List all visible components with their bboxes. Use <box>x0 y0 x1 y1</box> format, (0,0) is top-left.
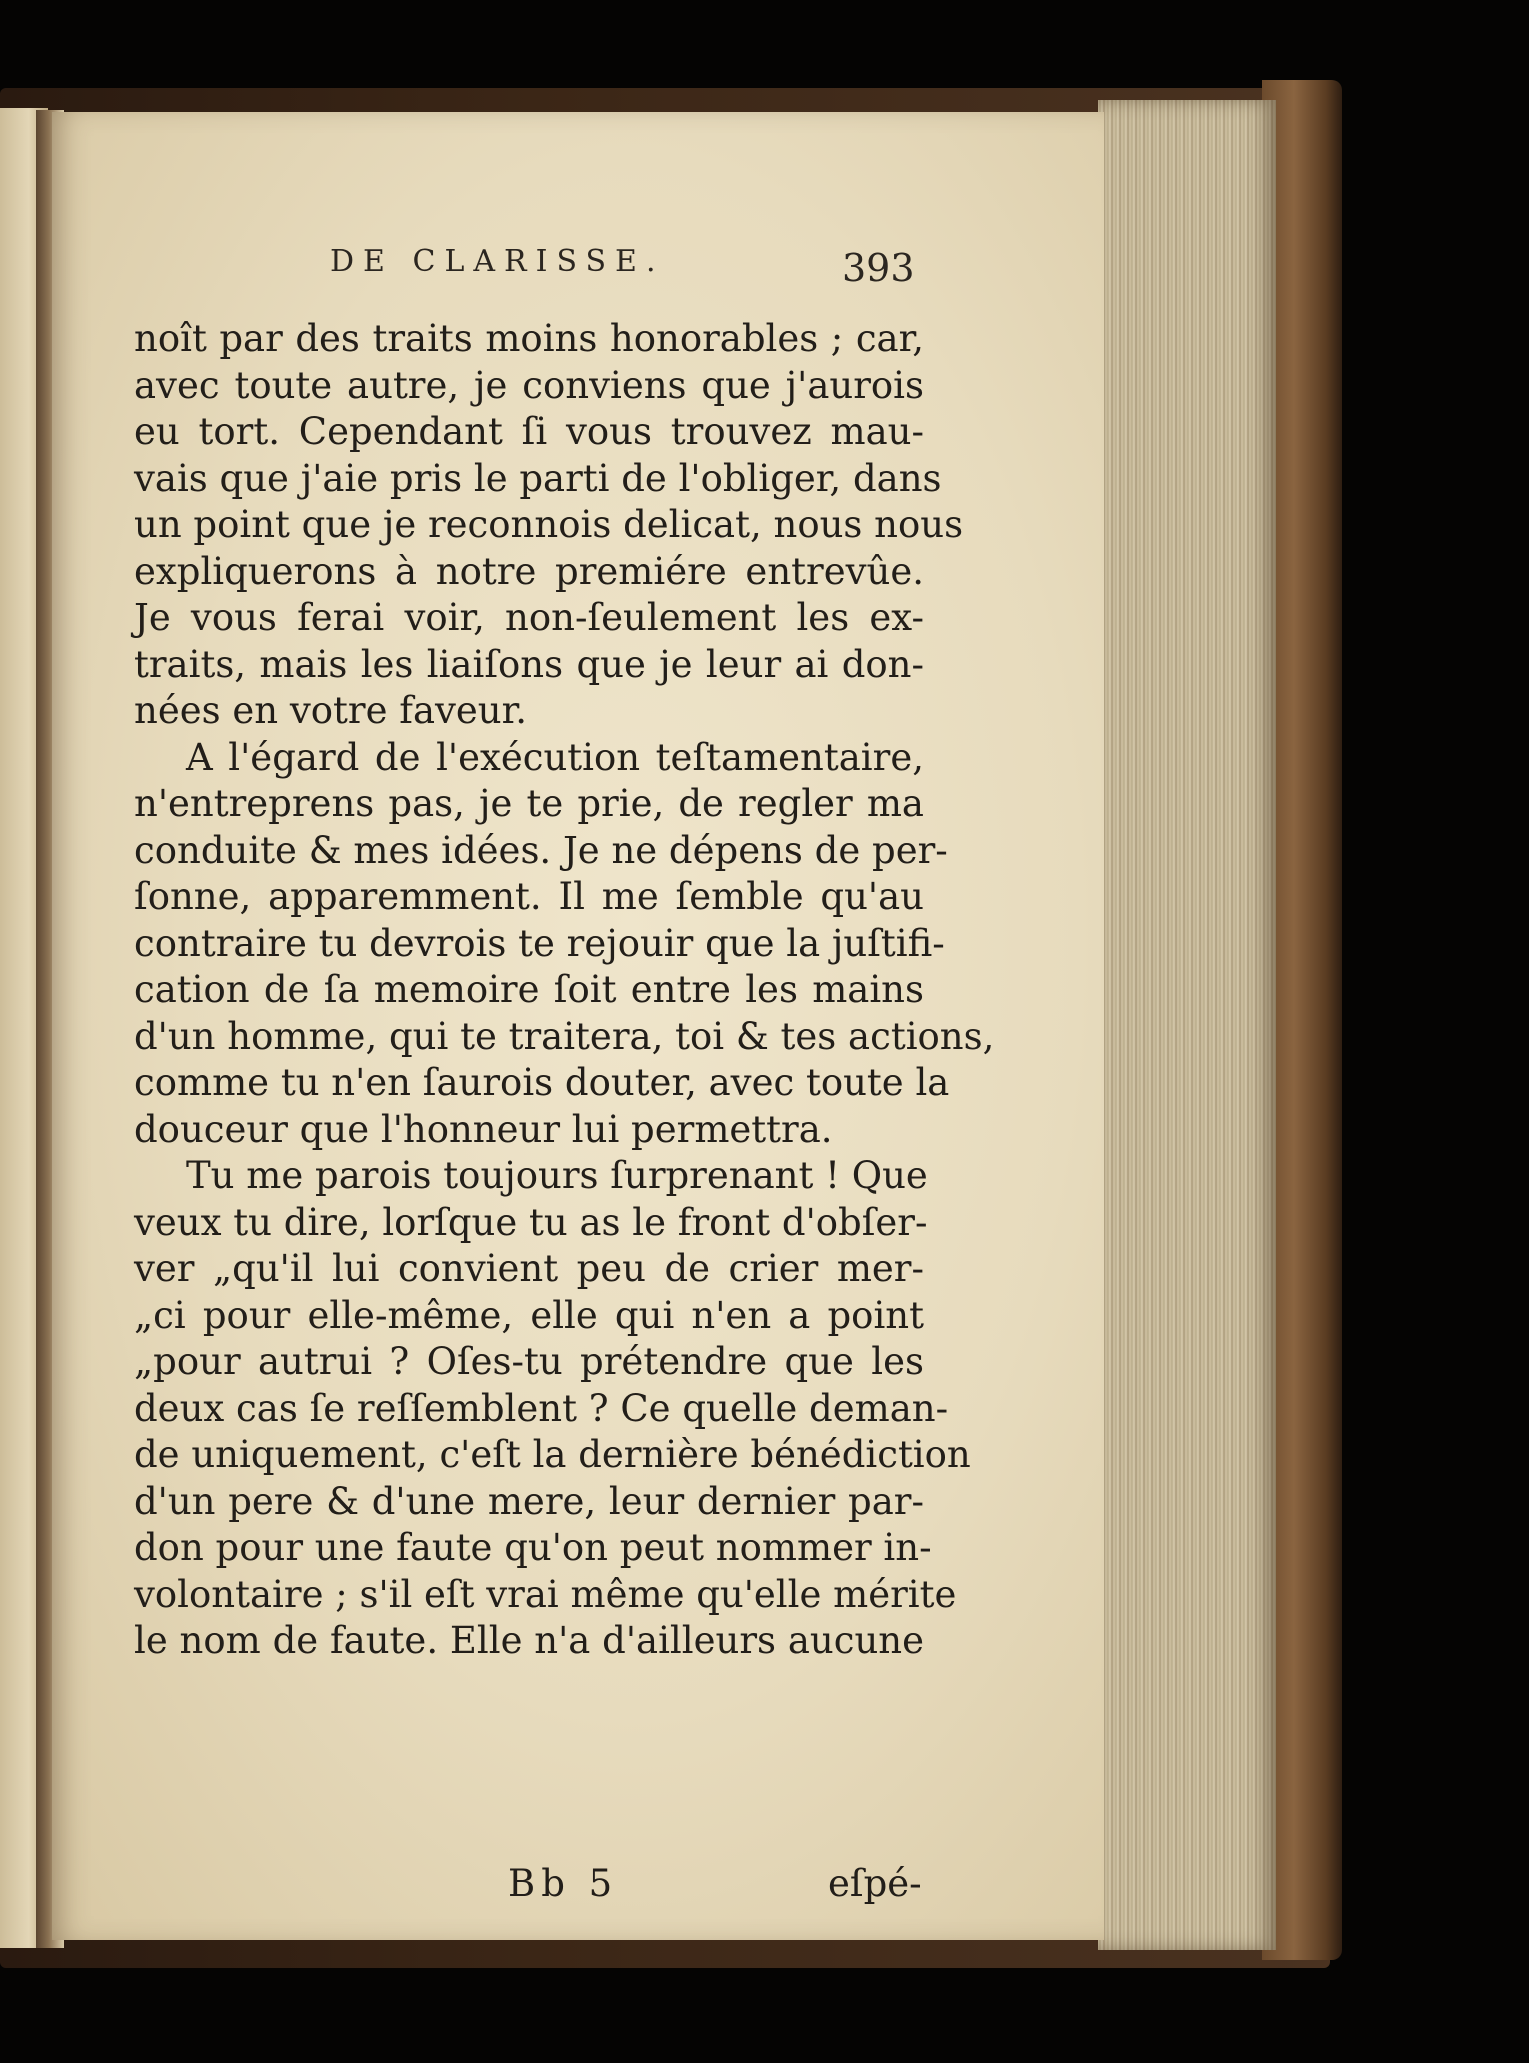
text-line: veux tu dire, lorſque tu as le front d'obſer- <box>134 1200 928 1244</box>
text-line: traits, mais les liaiſons que je leur ai don- <box>134 642 924 686</box>
text-line: Je vous ferai voir, non-ſeulement les ex- <box>134 596 924 639</box>
text-line: d'un homme, qui te traitera, toi & tes actions, <box>134 1014 995 1058</box>
text-line: n'entreprens pas, je te prie, de regler ma <box>134 782 924 825</box>
catchword: eſpé- <box>828 1862 922 1905</box>
text-line: conduite & mes idées. Je ne dépens de per- <box>134 828 948 872</box>
text-line: cation de ſa memoire ſoit entre les mains <box>134 968 924 1011</box>
text-line: un point que je reconnois delicat, nous nous <box>134 503 964 546</box>
text-line: A l'égard de l'exécution teſtamentaire, <box>186 735 924 779</box>
text-line: nées en votre faveur. <box>134 689 528 732</box>
text-line: vais que j'aie pris le parti de l'obliger, dans <box>134 456 942 500</box>
text-line: deux cas ſe reſſemblent ? Ce quelle deman- <box>134 1386 949 1430</box>
text-line: expliquerons à notre premiére entrevûe. <box>134 549 924 593</box>
text-line: noît par des traits moins honorables ; car, <box>134 317 924 360</box>
text-line: ſonne, apparemment. Il me ſemble qu'au <box>134 875 924 918</box>
text-line: d'un pere & d'une mere, leur dernier par- <box>134 1479 924 1523</box>
text-line: de uniquement, c'eſt la dernière bénédiction <box>134 1433 971 1476</box>
text-line: le nom de faute. Elle n'a d'ailleurs aucune <box>134 1619 924 1662</box>
body-text <box>134 316 995 1665</box>
page-number: 393 <box>842 246 915 290</box>
text-line: Tu me parois toujours ſurprenant ! Que <box>186 1154 928 1197</box>
text-line: „ci pour elle-même, elle qui n'en a point <box>134 1293 924 1337</box>
text-line: „pour autrui ? Oſes-tu prétendre que les <box>134 1340 924 1383</box>
text-line: don pour une faute qu'on peut nommer in- <box>134 1526 932 1569</box>
text-line: comme tu n'en ſaurois douter, avec toute la <box>134 1061 950 1104</box>
text-line: volontaire ; s'il eſt vrai même qu'elle mérite <box>134 1572 957 1616</box>
page-fore-edge <box>1098 100 1276 1950</box>
running-head: DE CLARISSE. <box>330 244 665 279</box>
signature-mark: Bb 5 <box>508 1862 619 1905</box>
text-line: contraire tu devrois te rejouir que la juſtifi- <box>134 921 945 965</box>
text-line: douceur que l'honneur lui permettra. <box>134 1107 833 1151</box>
text-line: eu tort. Cependant ſi vous trouvez mau- <box>134 410 924 453</box>
text-line: avec toute autre, je conviens que j'aurois <box>134 363 924 407</box>
text-line: ver „qu'il lui convient peu de crier mer- <box>134 1247 924 1290</box>
